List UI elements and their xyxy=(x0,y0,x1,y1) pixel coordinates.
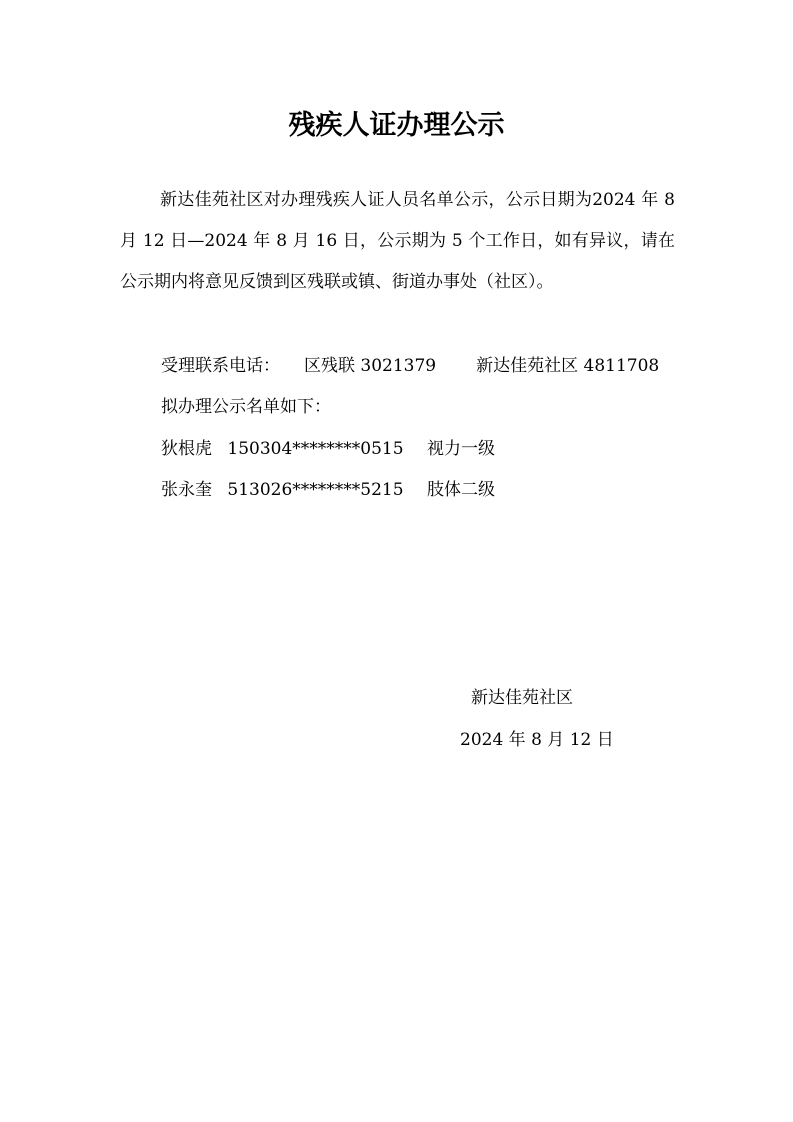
signature-date: 2024 年 8 月 12 日 xyxy=(460,730,614,750)
signature-organization: 新达佳苑社区 xyxy=(471,688,573,708)
notice-paragraph: 新达佳苑社区对办理残疾人证人员名单公示，公示日期为2024 年 8 月 12 日—2024 年 8 月 16 日，公示期为 5 个工作日，如有异议，请在公示期内将意见反馈到区残联或镇、街道办事处（社区）。 xyxy=(120,190,675,292)
entry-name: 张永奎 xyxy=(161,480,212,500)
entry-level: 视力一级 xyxy=(426,439,495,459)
page-title: 残疾人证办理公示 xyxy=(288,110,505,141)
contact-primary: 区残联 3021379 xyxy=(304,356,437,376)
entry-id: 513026********5215 xyxy=(227,480,404,500)
list-intro: 拟办理公示名单如下： xyxy=(161,397,331,417)
contact-secondary: 新达佳苑社区 4811708 xyxy=(476,356,660,376)
list-item xyxy=(161,429,495,470)
entry-id: 150304********0515 xyxy=(227,439,404,459)
contact-line xyxy=(161,346,659,387)
entry-name: 狄根虎 xyxy=(161,439,212,459)
list-item xyxy=(161,470,495,511)
contact-label: 受理联系电话： xyxy=(161,356,280,376)
entry-level: 肢体二级 xyxy=(426,480,495,500)
